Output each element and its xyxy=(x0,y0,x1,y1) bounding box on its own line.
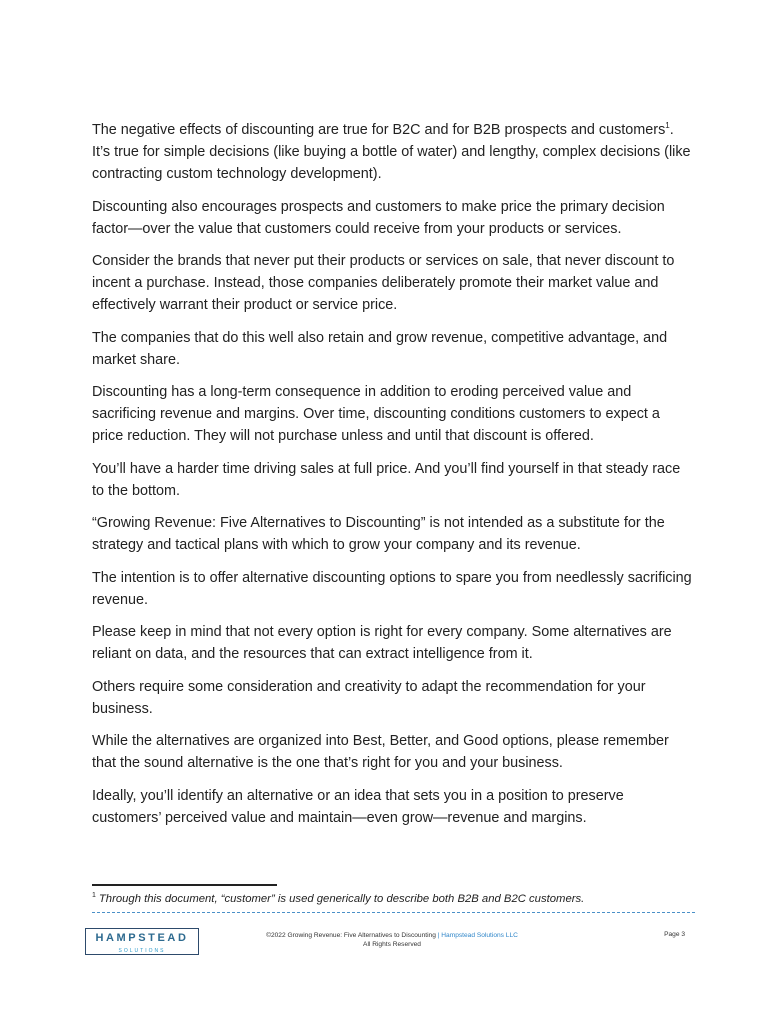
footnote-marker: 1 xyxy=(92,892,96,900)
document-body xyxy=(92,119,692,839)
paragraph-text-continued: . It’s true for simple decisions (like buying a bottle of water) and lengthy, complex decisions (like contracting custom technology development). xyxy=(92,122,691,182)
paragraph xyxy=(92,119,692,185)
paragraph: “Growing Revenue: Five Alternatives to Discounting” is not intended as a substitute for the strategy and tactical plans with which to grow your company and its revenue. xyxy=(92,515,665,553)
hampstead-logo xyxy=(85,928,199,955)
paragraph: Please keep in mind that not every option is right for every company. Some alternatives are reliant on data, and the resources that can extract intelligence from it. xyxy=(92,624,672,662)
footer-line-1 xyxy=(230,931,554,940)
paragraph: While the alternatives are organized into Best, Better, and Good options, please remember that the sound alternative is the one that’s right for you and your business. xyxy=(92,733,669,771)
page-number: Page 3 xyxy=(664,931,685,938)
paragraph: You’ll have a harder time driving sales at full price. And you’ll find yourself in that steady race to the bottom. xyxy=(92,460,681,499)
footnote xyxy=(92,891,692,907)
paragraph: Ideally, you’ll identify an alternative or an idea that sets you in a position to preserve customers’ perceived value and maintain—even grow—revenue and margins. xyxy=(92,787,624,826)
logo-wordmark: HAMPSTEAD xyxy=(95,932,189,944)
footnote-reference[interactable]: 1 xyxy=(665,121,670,131)
paragraph: The companies that do this well also retain and grow revenue, competitive advantage, and market share. xyxy=(92,329,668,368)
footnote-text: Through this document, “customer” is used generically to describe both B2B and B2C customers. xyxy=(98,893,585,905)
logo-subtitle: SOLUTIONS xyxy=(118,948,166,954)
copyright-text: ©2022 Growing Revenue: Five Alternatives to Discounting xyxy=(266,932,436,939)
paragraph: The intention is to offer alternative discounting options to spare you from needlessly sacrificing revenue. xyxy=(92,569,692,608)
paragraph-text: The negative effects of discounting are true for B2C and for B2B prospects and customers xyxy=(92,122,666,138)
company-link[interactable]: Hampstead Solutions LLC xyxy=(441,932,518,939)
paragraph: Others require some consideration and creativity to adapt the recommendation for your business. xyxy=(92,678,646,717)
footer-copyright-block xyxy=(230,931,554,949)
footnote-separator xyxy=(92,884,277,886)
footer-separator: | xyxy=(435,932,442,939)
paragraph: Discounting has a long-term consequence in addition to eroding perceived value and sacrificing revenue and margins. Over time, discounting conditions customers to expect a price reduction. They will not purchase unless and until that discount is offered. xyxy=(92,384,660,444)
footer-divider xyxy=(92,912,695,913)
rights-text: All Rights Reserved xyxy=(363,941,421,948)
paragraph: Consider the brands that never put their products or services on sale, that never discount to incent a purchase. Instead, those companies deliberately promote their market value and effectively warrant their product or service price. xyxy=(92,253,675,313)
paragraph: Discounting also encourages prospects and customers to make price the primary decision factor—over the value that customers could receive from your products or services. xyxy=(92,198,665,237)
